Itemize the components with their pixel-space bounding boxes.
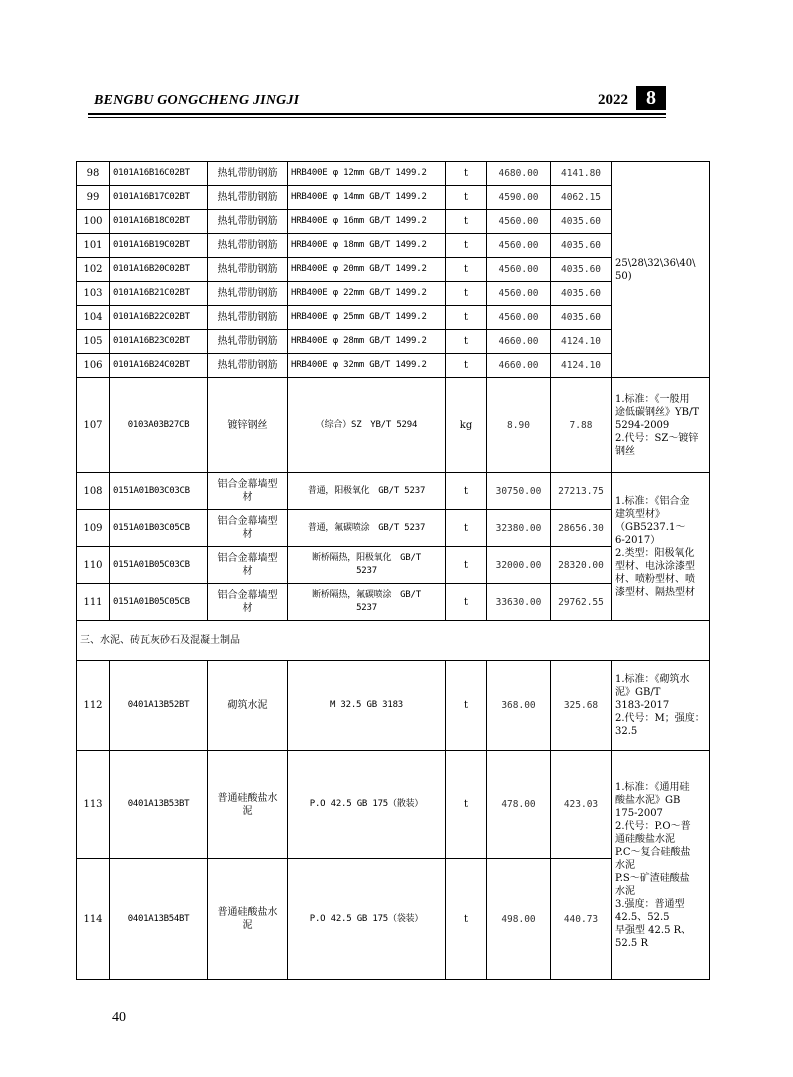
remarks [612, 751, 710, 980]
price-tax-incl: 33630.00 [487, 584, 551, 621]
price-tax-excl: 4035.60 [551, 210, 612, 234]
price-tax-excl: 4035.60 [551, 258, 612, 282]
material-spec: HRB400E φ 18mm GB/T 1499.2 [288, 234, 446, 258]
price-tax-excl: 7.88 [551, 378, 612, 473]
journal-name: BENGBU GONGCHENG JINGJI [94, 93, 300, 108]
material-code: 0151A01B05C05CB [110, 584, 208, 621]
material-name: 热轧带肋钢筋 [208, 306, 288, 330]
material-code: 0151A01B03C05CB [110, 510, 208, 547]
unit: kg [446, 378, 487, 473]
material-code: 0101A16B21C02BT [110, 282, 208, 306]
row-number: 99 [77, 186, 110, 210]
material-name: 热轧带肋钢筋 [208, 258, 288, 282]
cell-line: 2.类型：阳极氧化 [615, 547, 695, 559]
cell-line: 1.标准：《一般用 [615, 393, 690, 405]
unit: t [446, 186, 487, 210]
unit: t [446, 210, 487, 234]
material-code: 0101A16B20C02BT [110, 258, 208, 282]
material-code: 0151A01B05C03CB [110, 547, 208, 584]
cell-line: 42.5、52.5 [615, 911, 670, 923]
cell-line: 3.强度：普通型 [615, 898, 685, 910]
page-number: 40 [112, 1010, 126, 1025]
price-tax-excl: 4124.10 [551, 354, 612, 378]
issue-number: 8 [636, 86, 666, 110]
material-spec: M 32.5 GB 3183 [288, 661, 446, 751]
cell-line: 酸盐水泥》GB [615, 794, 681, 806]
row-number: 104 [77, 306, 110, 330]
row-number: 112 [77, 661, 110, 751]
material-spec: P.O 42.5 GB 175（袋装） [288, 859, 446, 980]
price-tax-incl: 4560.00 [487, 306, 551, 330]
price-tax-excl: 28656.30 [551, 510, 612, 547]
material-spec: P.O 42.5 GB 175（散装） [288, 751, 446, 859]
cell-line: 铝合金幕墙型 [217, 516, 278, 527]
unit: t [446, 282, 487, 306]
cell-line: 水泥 [615, 885, 635, 897]
price-tax-incl: 4560.00 [487, 282, 551, 306]
material-spec [288, 473, 446, 510]
material-name [208, 859, 288, 980]
cell-line: 铝合金幕墙型 [217, 590, 278, 601]
cell-line: 材、喷粉型材、喷 [615, 573, 695, 585]
material-code: 0101A16B18C02BT [110, 210, 208, 234]
material-code: 0101A16B16C02BT [110, 162, 208, 186]
cell-line: 水泥 [615, 859, 635, 871]
cell-line: 1.标准：《通用硅 [615, 781, 690, 793]
remarks [612, 661, 710, 751]
table-row [77, 378, 710, 473]
cell-line: 32.5 [615, 726, 638, 737]
price-tax-incl: 32380.00 [487, 510, 551, 547]
row-number: 107 [77, 378, 110, 473]
row-number: 110 [77, 547, 110, 584]
unit: t [446, 751, 487, 859]
cell-line: 普通硅酸盐水 [217, 792, 278, 804]
cell-line: 途低碳钢丝》YB/T [615, 406, 699, 418]
row-number: 103 [77, 282, 110, 306]
price-tax-excl: 4141.80 [551, 162, 612, 186]
row-number: 113 [77, 751, 110, 859]
cell-line: 通硅酸盐水泥 [615, 833, 675, 845]
cell-line: 2.代号：M；强度： [615, 713, 705, 724]
cell-line: 材 [242, 603, 253, 614]
material-name: 热轧带肋钢筋 [208, 162, 288, 186]
material-spec [288, 584, 446, 621]
price-tax-incl: 4660.00 [487, 354, 551, 378]
price-tax-excl: 4124.10 [551, 330, 612, 354]
cell-line: 25\28\32\36\40\ [615, 257, 696, 269]
row-number: 114 [77, 859, 110, 980]
cell-line: 建筑型材》 [615, 508, 665, 520]
cell-line: 材 [242, 566, 253, 577]
material-spec: （综合）SZ YB/T 5294 [288, 378, 446, 473]
material-code: 0151A01B03C03CB [110, 473, 208, 510]
price-tax-excl: 28320.00 [551, 547, 612, 584]
unit: t [446, 859, 487, 980]
cell-line: P.S～矿渣硅酸盐 [615, 872, 690, 884]
unit: t [446, 661, 487, 751]
material-name: 热轧带肋钢筋 [208, 354, 288, 378]
cell-line: 1.标准：《铝合金 [615, 495, 690, 507]
price-tax-incl: 368.00 [487, 661, 551, 751]
section-heading: 三、水泥、砖瓦灰砂石及混凝土制品 [77, 621, 710, 661]
material-spec: HRB400E φ 22mm GB/T 1499.2 [288, 282, 446, 306]
material-name [208, 510, 288, 547]
header-rule-thin [88, 117, 666, 118]
price-tax-incl: 8.90 [487, 378, 551, 473]
material-code: 0401A13B53BT [110, 751, 208, 859]
cell-line: 型材、电泳涂漆型 [615, 560, 695, 572]
material-name: 砌筑水泥 [208, 661, 288, 751]
unit: t [446, 510, 487, 547]
row-number: 106 [77, 354, 110, 378]
material-spec: HRB400E φ 12mm GB/T 1499.2 [288, 162, 446, 186]
unit: t [446, 354, 487, 378]
material-name: 镀锌钢丝 [208, 378, 288, 473]
price-tax-incl: 478.00 [487, 751, 551, 859]
cell-line: 材 [242, 529, 253, 540]
material-name [208, 473, 288, 510]
cell-line: 铝合金幕墙型 [217, 553, 278, 564]
row-number: 108 [77, 473, 110, 510]
row-number: 98 [77, 162, 110, 186]
unit: t [446, 584, 487, 621]
price-tax-excl: 325.68 [551, 661, 612, 751]
cell-line: 2.代号：P.O～普 [615, 820, 691, 832]
material-spec: HRB400E φ 28mm GB/T 1499.2 [288, 330, 446, 354]
cell-line: 泥 [242, 920, 253, 931]
material-spec [288, 547, 446, 584]
price-tax-excl: 27213.75 [551, 473, 612, 510]
material-name: 热轧带肋钢筋 [208, 234, 288, 258]
row-number: 101 [77, 234, 110, 258]
material-spec [288, 510, 446, 547]
remarks [612, 162, 710, 378]
price-tax-incl: 4660.00 [487, 330, 551, 354]
price-tax-excl: 4062.15 [551, 186, 612, 210]
unit: t [446, 473, 487, 510]
cell-line: 材 [242, 492, 253, 503]
material-code: 0101A16B19C02BT [110, 234, 208, 258]
material-code: 0101A16B22C02BT [110, 306, 208, 330]
material-name: 热轧带肋钢筋 [208, 186, 288, 210]
cell-line: 泥》GB/T [615, 687, 661, 698]
cell-line: P.C～复合硅酸盐 [615, 846, 691, 858]
material-spec: HRB400E φ 25mm GB/T 1499.2 [288, 306, 446, 330]
row-number: 109 [77, 510, 110, 547]
price-table [76, 161, 710, 980]
table-row [77, 621, 710, 661]
cell-line: 50) [615, 270, 632, 282]
unit: t [446, 547, 487, 584]
table-row [77, 751, 710, 859]
header-rule [88, 113, 666, 115]
price-tax-incl: 4560.00 [487, 210, 551, 234]
row-number: 100 [77, 210, 110, 234]
cell-line: 5237 [356, 566, 377, 576]
cell-line: 175-2007 [615, 807, 663, 819]
material-code: 0101A16B24C02BT [110, 354, 208, 378]
cell-line: 52.5 R [615, 937, 648, 949]
row-number: 105 [77, 330, 110, 354]
material-code: 0103A03B27CB [110, 378, 208, 473]
material-code: 0401A13B52BT [110, 661, 208, 751]
material-code: 0101A16B17C02BT [110, 186, 208, 210]
price-tax-incl: 4560.00 [487, 234, 551, 258]
price-tax-excl: 29762.55 [551, 584, 612, 621]
cell-line: 5237 [356, 603, 377, 613]
unit: t [446, 234, 487, 258]
issue-year: 2022 [598, 92, 628, 108]
cell-line: 早强型 42.5 R、 [615, 924, 692, 936]
cell-line: 3183-2017 [615, 700, 670, 711]
material-name [208, 584, 288, 621]
unit: t [446, 306, 487, 330]
price-tax-incl: 30750.00 [487, 473, 551, 510]
material-spec: HRB400E φ 16mm GB/T 1499.2 [288, 210, 446, 234]
price-tax-incl: 498.00 [487, 859, 551, 980]
row-number: 102 [77, 258, 110, 282]
unit: t [446, 162, 487, 186]
cell-line: 1.标准：《砌筑水 [615, 674, 690, 685]
price-tax-incl: 32000.00 [487, 547, 551, 584]
unit: t [446, 330, 487, 354]
table-row [77, 162, 710, 186]
cell-line: 6-2017） [615, 534, 661, 546]
cell-line: 断桥隔热，阳极氧化 GB/T [312, 553, 421, 563]
price-tax-excl: 440.73 [551, 859, 612, 980]
cell-line: 铝合金幕墙型 [217, 479, 278, 490]
cell-line: 普通，氟碳喷涂 GB/T 5237 [307, 522, 426, 533]
cell-line: 钢丝 [615, 445, 635, 457]
price-tax-excl: 4035.60 [551, 234, 612, 258]
running-header [88, 88, 666, 114]
cell-line: 泥 [242, 805, 253, 817]
cell-line: 5294-2009 [615, 419, 670, 431]
material-spec: HRB400E φ 32mm GB/T 1499.2 [288, 354, 446, 378]
price-tax-excl: 4035.60 [551, 282, 612, 306]
material-name [208, 547, 288, 584]
material-name: 热轧带肋钢筋 [208, 210, 288, 234]
table-row [77, 473, 710, 510]
material-name [208, 751, 288, 859]
material-code: 0401A13B54BT [110, 859, 208, 980]
price-tax-incl: 4560.00 [487, 258, 551, 282]
cell-line: 普通硅酸盐水 [217, 907, 278, 918]
material-name: 热轧带肋钢筋 [208, 330, 288, 354]
cell-line: 2.代号：SZ～镀锌 [615, 432, 699, 444]
price-tax-excl: 4035.60 [551, 306, 612, 330]
remarks [612, 378, 710, 473]
material-spec: HRB400E φ 20mm GB/T 1499.2 [288, 258, 446, 282]
price-tax-incl: 4590.00 [487, 186, 551, 210]
price-tax-excl: 423.03 [551, 751, 612, 859]
remarks [612, 473, 710, 621]
price-tax-incl: 4680.00 [487, 162, 551, 186]
material-spec: HRB400E φ 14mm GB/T 1499.2 [288, 186, 446, 210]
cell-line: 漆型材、隔热型材 [615, 586, 695, 598]
row-number: 111 [77, 584, 110, 621]
cell-line: 断桥隔热，氟碳喷涂 GB/T [312, 590, 421, 600]
cell-line: 普通，阳极氧化 GB/T 5237 [307, 485, 426, 496]
table-row [77, 661, 710, 751]
material-name: 热轧带肋钢筋 [208, 282, 288, 306]
cell-line: （GB5237.1～ [615, 521, 686, 533]
material-code: 0101A16B23C02BT [110, 330, 208, 354]
unit: t [446, 258, 487, 282]
